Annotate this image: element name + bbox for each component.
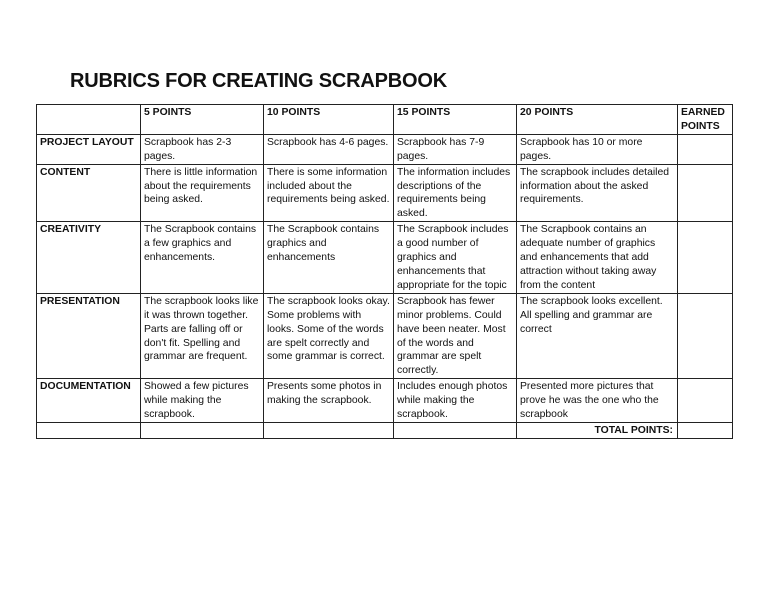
- rubric-cell: Scrapbook has fewer minor problems. Could have been neater. Most of the words and grammar are spelt correctly.: [394, 293, 517, 378]
- rubric-cell: Scrapbook has 7-9 pages.: [394, 134, 517, 164]
- column-header: 15 POINTS: [394, 105, 517, 135]
- table-row: [37, 134, 733, 164]
- rubric-table: [36, 104, 733, 439]
- earned-points-cell[interactable]: [678, 293, 733, 378]
- rubric-cell: The Scrapbook contains graphics and enhancements: [264, 222, 394, 294]
- earned-points-cell[interactable]: [678, 222, 733, 294]
- rubric-cell: The information includes descriptions of the requirements being asked.: [394, 164, 517, 222]
- empty-cell: [141, 422, 264, 438]
- empty-cell: [264, 422, 394, 438]
- criterion-label: CONTENT: [37, 164, 141, 222]
- criterion-label: PRESENTATION: [37, 293, 141, 378]
- criterion-label: DOCUMENTATION: [37, 379, 141, 423]
- criterion-label: PROJECT LAYOUT: [37, 134, 141, 164]
- rubric-cell: The scrapbook looks like it was thrown together. Parts are falling off or don't fit. Spelling and grammar are frequent.: [141, 293, 264, 378]
- table-row: [37, 164, 733, 222]
- earned-points-cell[interactable]: [678, 134, 733, 164]
- rubric-cell: The Scrapbook contains a few graphics and enhancements.: [141, 222, 264, 294]
- rubric-cell: Presented more pictures that prove he was the one who the scrapbook: [517, 379, 678, 423]
- total-points-cell[interactable]: [678, 422, 733, 438]
- rubric-cell: Presents some photos in making the scrapbook.: [264, 379, 394, 423]
- earned-points-cell[interactable]: [678, 164, 733, 222]
- table-row: [37, 379, 733, 423]
- column-header: EARNED POINTS: [678, 105, 733, 135]
- table-row: [37, 293, 733, 378]
- rubric-cell: Scrapbook has 2-3 pages.: [141, 134, 264, 164]
- rubric-cell: Includes enough photos while making the scrapbook.: [394, 379, 517, 423]
- rubric-cell: Scrapbook has 4-6 pages.: [264, 134, 394, 164]
- total-row: [37, 422, 733, 438]
- table-header-row: [37, 105, 733, 135]
- empty-cell: [394, 422, 517, 438]
- rubric-cell: The scrapbook looks excellent. All spelling and grammar are correct: [517, 293, 678, 378]
- rubric-cell: The Scrapbook contains an adequate number of graphics and enhancements that add attraction without taking away from the content: [517, 222, 678, 294]
- table-row: [37, 222, 733, 294]
- column-header: 5 POINTS: [141, 105, 264, 135]
- column-header: 10 POINTS: [264, 105, 394, 135]
- rubric-cell: There is little information about the requirements being asked.: [141, 164, 264, 222]
- rubric-cell: The scrapbook looks okay. Some problems with looks. Some of the words are spelt correctly and some grammar is correct.: [264, 293, 394, 378]
- rubric-cell: Scrapbook has 10 or more pages.: [517, 134, 678, 164]
- column-header: [37, 105, 141, 135]
- rubric-cell: Showed a few pictures while making the scrapbook.: [141, 379, 264, 423]
- total-points-label: TOTAL POINTS:: [517, 422, 678, 438]
- earned-points-cell[interactable]: [678, 379, 733, 423]
- empty-cell: [37, 422, 141, 438]
- page-title: RUBRICS FOR CREATING SCRAPBOOK: [70, 70, 447, 92]
- criterion-label: CREATIVITY: [37, 222, 141, 294]
- rubric-cell: There is some information included about the requirements being asked.: [264, 164, 394, 222]
- column-header: 20 POINTS: [517, 105, 678, 135]
- rubric-cell: The scrapbook includes detailed information about the asked requirements.: [517, 164, 678, 222]
- rubric-cell: The Scrapbook includes a good number of graphics and enhancements that appropriate for the topic: [394, 222, 517, 294]
